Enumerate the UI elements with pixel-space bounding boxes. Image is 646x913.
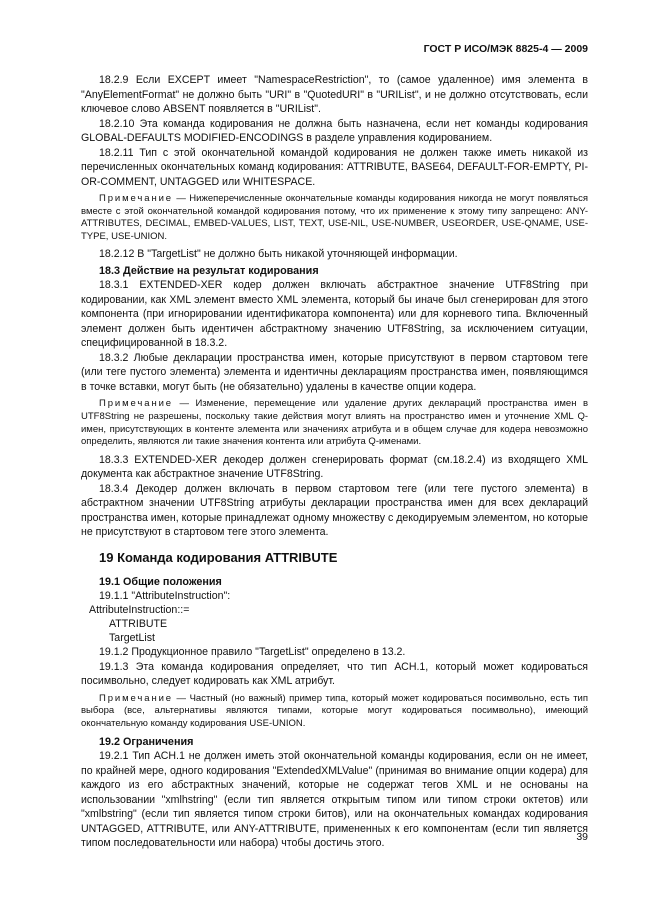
paragraph: 18.3.4 Декодер должен включать в первом стартовом теге (или теге пустого элемента) в абстрактном значении UTF8String атрибуты декларации пространства имен для всех деклараций пространства имен, которые принадлежат одному множеству с декодируемым элементом, но которые не присутствуют в стартовом теге этого элемента. bbox=[81, 482, 588, 539]
note-text: — Частный (но важный) пример типа, который может кодироваться посимвольно, есть тип выбора (все, альтернативы являются типами, которые могут кодироваться посимвольно), имеющий окончательную команду кодирования USE-UNION. bbox=[81, 692, 588, 729]
paragraph: 18.2.10 Эта команда кодирования не должна быть назначена, если нет команды кодирования GLOBAL-DEFAULTS MODIFIED-ENCODINGS в разделе управления кодированием. bbox=[81, 117, 588, 144]
paragraph: 18.3.2 Любые декларации пространства имен, которые присутствуют в первом стартовом теге (или теге пустого элемента) элемента и идентичны декларациям пространства имен, появляющимся в точке вставки, могут быть (не обязательно) удалены в качестве опции кодера. bbox=[81, 351, 588, 393]
paragraph: 19.2.1 Тип АСН.1 не должен иметь этой окончательной команды кодирования, если он не имеет, по крайней мере, одного кодирования "ExtendedXMLValue" (принимая во внимание опции кодера) для каждого из его абстрактных значений, которые не содержат тегов XML и не основаны на использовании "xmlhstring" (если тип является открытым типом или типом строки октетов) или "xmlbstring" (если тип является типом строки битов), или на окончательных командах кодирования UNTAGGED, ATTRIBUTE, или ANY-ATTRIBUTE, примененных к его компонентам (если тип является типом последовательности или набора) чтобы достичь этого. bbox=[81, 750, 588, 850]
note-text: — Изменение, перемещение или удаление других деклараций пространства имен в UTF8String не разрешены, поскольку такие действия могут влиять на пространство имен и уточнение XML Q-имен, присутствующих в контенте элемента или значениях атрибута и в общем случае для кодера невозможно определить, являются ли такие значения контента или атрибута Q-именами. bbox=[81, 398, 588, 448]
grammar-line: 19.1.1 "AttributeInstruction": bbox=[99, 590, 231, 603]
subsection-heading: 18.3 Действие на результат кодирования bbox=[99, 264, 319, 277]
paragraph: 18.3.1 EXTENDED-XER кодер должен включать абстрактное значение UTF8String при кодировании, как XML элемент вместо XML элемента, который бы иначе был сгенерирован для этого компонента (при игнорировании идентификатора компонента) или для корневого типа. Включенный элемент должен быть идентичен абстрактному значению UTF8String, за исключением ситуации, специфицированной в 18.3.2. bbox=[81, 279, 588, 350]
note-label: Примечание bbox=[99, 692, 173, 704]
note-label: Примечание bbox=[99, 193, 173, 204]
note-text: — Нижеперечисленные окончательные команды кодирования никогда не могут появляться вместе с этой окончательной командой кодирования потому, что их применение к этому типу запрещено: ANY-ATTRIBUTES, DECIMAL, EMBED-VALUES, LIST, TEXT, USE-NIL, USE-NUMBER, USEORDER, USE-QNAME, USE-TYPE, USE-UNION. bbox=[81, 193, 588, 242]
paragraph: 18.2.11 Тип с этой окончательной командой кодирования не должен также иметь никакой из перечисленных окончательных команд кодирования: ATTRIBUTE, BASE64, DEFAULT-FOR-EMPTY, PI-OR-COMMENT, UNTAGGED или WHITESPACE. bbox=[81, 146, 588, 188]
paragraph: 18.3.3 EXTENDED-XER декодер должен сгенерировать формат (см.18.2.4) из входящего XML документа как абстрактное значение UTF8String. bbox=[81, 453, 588, 481]
grammar-line: ATTRIBUTE bbox=[109, 618, 168, 631]
subsection-heading: 19.2 Ограничения bbox=[99, 735, 194, 748]
subsection-heading: 19.1 Общие положения bbox=[99, 575, 222, 588]
page-body bbox=[81, 73, 588, 851]
note-paragraph bbox=[81, 193, 588, 243]
document-header: ГОСТ Р ИСО/МЭК 8825-4 — 2009 bbox=[423, 43, 588, 55]
paragraph: 18.2.12 В "TargetList" не должно быть никакой уточняющей информации. bbox=[99, 248, 458, 261]
section-heading: 19 Команда кодирования ATTRIBUTE bbox=[99, 549, 338, 565]
paragraph: 18.2.9 Если EXCEPT имеет "NamespaceRestriction", то (самое удаленное) имя элемента в "AnyElementFormat" не должно быть "URI" в "QuotedURI" в "URIList", и не должно отсутствовать, если ключевое слово ABSENT появляется в "URIList". bbox=[81, 74, 588, 115]
note-paragraph bbox=[81, 398, 588, 448]
paragraph: 19.1.3 Эта команда кодирования определяет, что тип АСН.1, который может кодироваться посимвольно, следует кодировать как XML атрибут. bbox=[81, 660, 588, 688]
note-label: Примечание bbox=[99, 398, 173, 410]
page-number: 39 bbox=[576, 831, 588, 843]
paragraph: 19.1.2 Продукционное правило "TargetList" определено в 13.2. bbox=[99, 646, 406, 659]
grammar-line: TargetList bbox=[109, 632, 155, 645]
grammar-line: AttributeInstruction::= bbox=[89, 604, 190, 617]
note-paragraph bbox=[81, 693, 588, 731]
